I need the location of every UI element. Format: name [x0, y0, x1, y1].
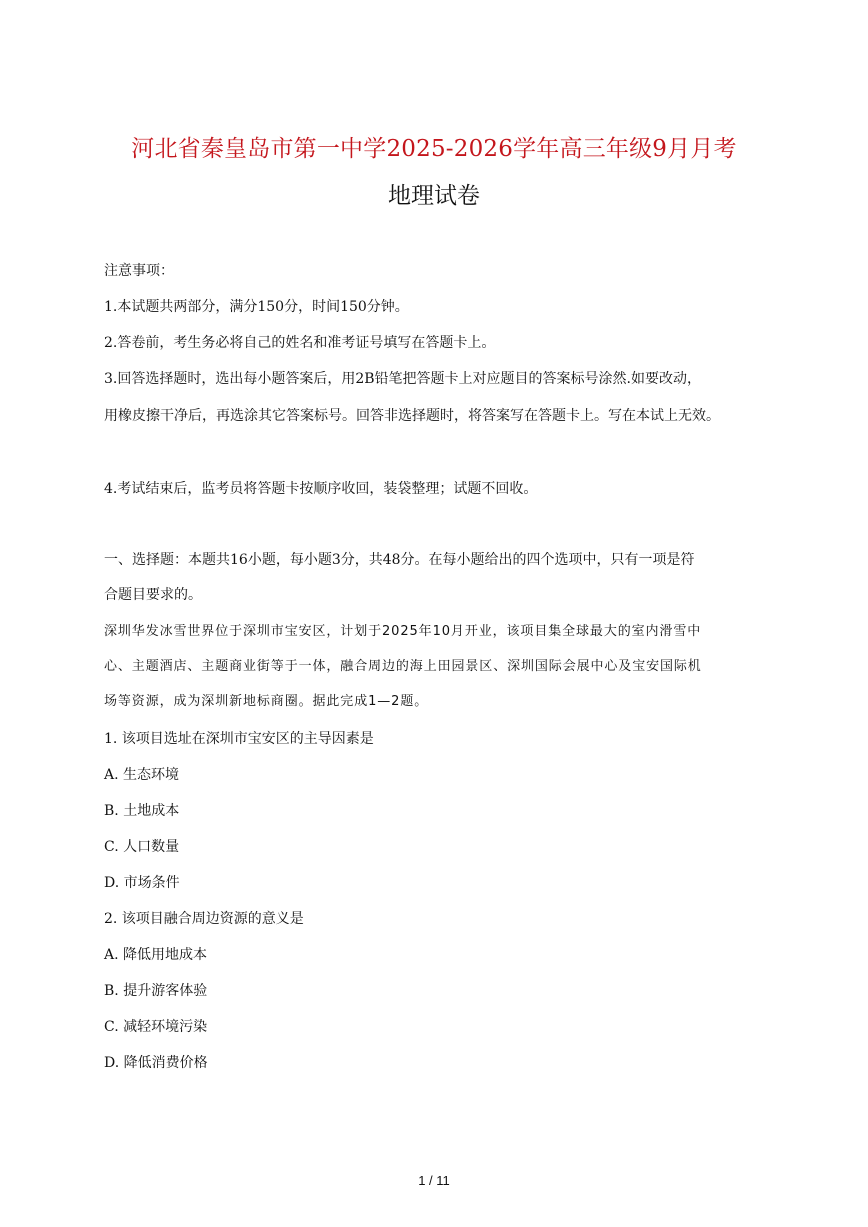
notes-item-4: 4.考试结束后，监考员将答题卡按顺序收回，装袋整理；试题不回收。	[104, 481, 538, 497]
notes-item-1: 1.本试题共两部分，满分150分，时间150分钟。	[104, 299, 409, 315]
passage-line-2: 心、主题酒店、主题商业街等于一体，融合周边的海上田园景区、深圳国际会展中心及宝安国际机	[104, 659, 702, 674]
section-heading-line-1: 一、选择题：本题共16小题，每小题3分，共48分。在每小题给出的四个选项中，只有一项是符	[104, 552, 695, 568]
question-2-option-a: A. 降低用地成本	[104, 947, 208, 963]
exam-subtitle: 地理试卷	[388, 183, 480, 209]
passage-line-3: 场等资源，成为深圳新地标商圈。据此完成1—2题。	[104, 694, 429, 709]
question-2-option-b: B. 提升游客体验	[104, 983, 208, 999]
question-1-option-d: D. 市场条件	[104, 875, 180, 891]
question-1-option-c: C. 人口数量	[104, 839, 180, 855]
passage-line-1: 深圳华发冰雪世界位于深圳市宝安区，计划于2025年10月开业，该项目集全球最大的室内滑雪中	[104, 624, 702, 639]
question-1-option-b: B. 土地成本	[104, 803, 180, 819]
notes-item-3-line-1: 3.回答选择题时，选出每小题答案后，用2B铅笔把答题卡上对应题目的答案标号涂然.如要改动，	[104, 371, 702, 387]
question-2-option-c: C. 减轻环境污染	[104, 1019, 208, 1035]
notes-item-3-line-2: 用橡皮擦干净后，再选涂其它答案标号。回答非选择题时，将答案写在答题卡上。写在本试上无效。	[104, 408, 720, 424]
question-1-option-a: A. 生态环境	[104, 767, 180, 783]
section-heading-line-2: 合题目要求的。	[104, 587, 202, 603]
exam-title: 河北省秦皇岛市第一中学2025-2026学年高三年级9月月考	[131, 136, 737, 162]
notes-heading: 注意事项：	[104, 263, 174, 279]
question-1-stem: 1. 该项目选址在深圳市宝安区的主导因素是	[104, 731, 374, 747]
notes-item-2: 2.答卷前，考生务必将自己的姓名和准考证号填写在答题卡上。	[104, 335, 496, 351]
question-2-option-d: D. 降低消费价格	[104, 1055, 208, 1071]
page-indicator: 1 / 11	[418, 1173, 450, 1188]
question-2-stem: 2. 该项目融合周边资源的意义是	[104, 911, 304, 927]
